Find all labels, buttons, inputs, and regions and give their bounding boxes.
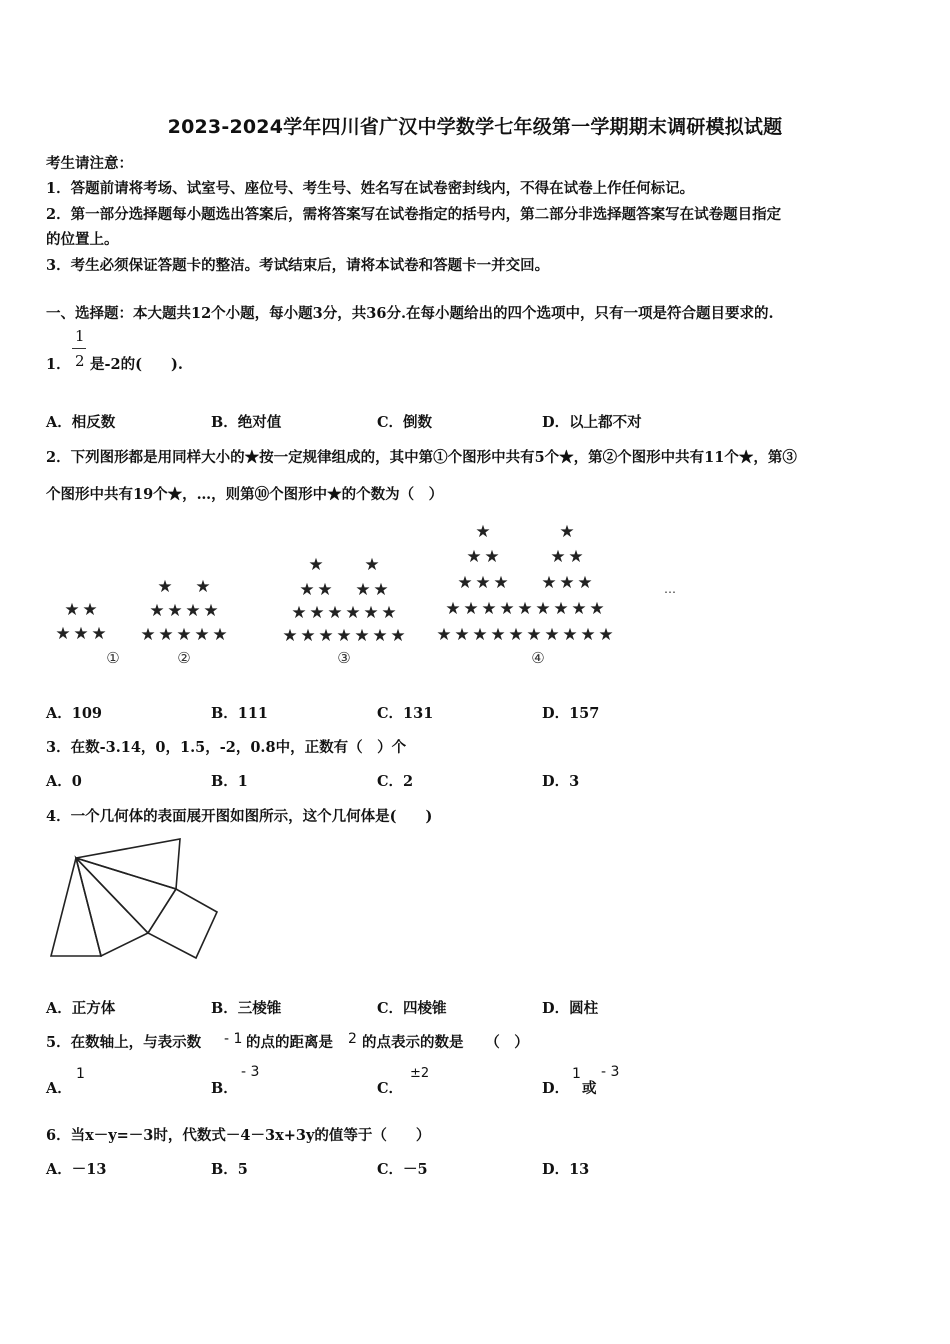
star-mark: ★ [472,625,488,645]
star-mark: ★ [481,599,497,619]
q6-text: 6．当x－y=－3时，代数式－4－3x+3y的值等于（ ） [46,1127,431,1144]
star-mark: ★ [499,599,515,619]
note-item-1: 1．答题前请将考场、试室号、座位号、考生号、姓名写在试卷密封线内，不得在试卷上作任何标记。 [46,180,695,197]
q1-text: 是-2的( ). [90,356,183,373]
q4-option-a[interactable]: A．正方体 [46,1000,116,1017]
q4-option-c[interactable]: C．四棱锥 [377,1000,447,1017]
star-mark: ★ [372,626,388,646]
star-mark: ★ [167,601,183,621]
q5-option-d[interactable]: D． [542,1080,570,1097]
net-diagram [44,832,224,967]
star-mark: ★ [282,626,298,646]
q3-option-a[interactable]: A．0 [46,773,82,790]
star-mark: ★ [390,626,406,646]
star-mark: ★ [317,580,333,600]
star-mark: ★ [571,599,587,619]
q5-value-2: 2 [348,1031,357,1047]
star-mark: ★ [195,577,211,597]
note-item-3: 3．考生必须保证答题卡的整洁。考试结束后，请将本试卷和答题卡一并交回。 [46,257,550,274]
star-mark: ★ [300,626,316,646]
star-mark: ★ [589,599,605,619]
star-mark: ★ [64,600,80,620]
q1-fraction-numerator: 1 [75,327,85,345]
q5-option-a[interactable]: A． [46,1080,72,1097]
q1-option-a[interactable]: A．相反数 [46,414,116,431]
q5-option-a-value: 1 [76,1066,85,1082]
star-mark: ★ [345,603,361,623]
q2-text-line1: 2．下列图形都是用同样大小的★按一定规律组成的，其中第①个图形中共有5个★，第②个图形中共有11个★，第③ [46,449,797,466]
q2-option-b[interactable]: B．111 [211,705,269,722]
star-mark: ★ [149,601,165,621]
star-mark: ★ [493,573,509,593]
star-mark: ★ [194,625,210,645]
q6-option-b[interactable]: B．5 [211,1161,248,1178]
star-mark: ★ [73,624,89,644]
q2-option-d[interactable]: D．157 [542,705,600,722]
q2-option-c[interactable]: C．131 [377,705,434,722]
star-mark: ★ [212,625,228,645]
star-mark: ★ [158,625,174,645]
star-mark: ★ [580,625,596,645]
q3-option-b[interactable]: B．1 [211,773,248,790]
figure-label-2: ② [177,649,191,667]
star-mark: ★ [308,555,324,575]
q3-text: 3．在数-3.14，0，1.5，-2，0.8中，正数有（ ）个 [46,739,407,756]
q5-option-d-value-2: - 3 [601,1064,620,1080]
star-mark: ★ [299,580,315,600]
star-mark: ★ [508,625,524,645]
star-mark: ★ [463,599,479,619]
q1-option-c[interactable]: C．倒数 [377,414,433,431]
star-mark: ★ [517,599,533,619]
section-heading: 一、选择题：本大题共12个小题，每小题3分，共36分.在每小题给出的四个选项中，只有一项是符合题目要求的. [46,305,774,322]
q4-text: 4．一个几何体的表面展开图如图所示，这个几何体是( ) [46,808,433,825]
q5-option-d-value-1: 1 [572,1066,581,1082]
star-pattern-figure [40,515,700,675]
star-mark: ★ [454,625,470,645]
star-mark: ★ [562,625,578,645]
star-mark: ★ [535,599,551,619]
star-mark: ★ [381,603,397,623]
q2-text-line2: 个图形中共有19个★，…，则第⑩个图形中★的个数为（ ） [46,486,444,503]
star-mark: ★ [91,624,107,644]
q6-option-c[interactable]: C．－5 [377,1161,428,1178]
star-mark: ★ [457,573,473,593]
figure-label-1: ① [106,649,120,667]
star-mark: ★ [55,624,71,644]
star-mark: ★ [327,603,343,623]
star-mark: ★ [355,580,371,600]
star-mark: ★ [466,547,482,567]
q4-option-d[interactable]: D．圆柱 [542,1000,599,1017]
note-item-2: 2．第一部分选择题每小题选出答案后，需将答案写在试卷指定的括号内，第二部分非选择题答案写在试卷题目指定 [46,206,782,223]
star-mark: ★ [445,599,461,619]
q4-option-b[interactable]: B．三棱锥 [211,1000,282,1017]
q5-text-b: 的点的距离是 [246,1034,333,1051]
q5-option-d-or: 或 [582,1080,597,1097]
star-mark: ★ [475,573,491,593]
q5-option-b[interactable]: B． [211,1080,238,1097]
star-mark: ★ [176,625,192,645]
q5-option-b-value: - 3 [241,1064,260,1080]
page-title: 2023-2024学年四川省广汉中学数学七年级第一学期期末调研模拟试题 [167,116,783,138]
q3-option-d[interactable]: D．3 [542,773,580,790]
figure-ellipsis: … [664,582,676,596]
star-mark: ★ [373,580,389,600]
star-mark: ★ [203,601,219,621]
q2-option-a[interactable]: A．109 [46,705,103,722]
star-mark: ★ [185,601,201,621]
star-mark: ★ [291,603,307,623]
q5-text-a: 5．在数轴上，与表示数 [46,1034,202,1051]
star-mark: ★ [544,625,560,645]
star-mark: ★ [490,625,506,645]
star-mark: ★ [475,522,491,542]
figure-label-4: ④ [531,649,545,667]
star-mark: ★ [559,573,575,593]
star-mark: ★ [568,547,584,567]
q6-option-d[interactable]: D．13 [542,1161,590,1178]
q1-number: 1． [46,356,71,373]
q5-text-c: 的点表示的数是 （ ） [362,1034,529,1051]
note-item-2-cont: 的位置上。 [46,231,119,248]
star-mark: ★ [157,577,173,597]
star-mark: ★ [363,603,379,623]
star-mark: ★ [526,625,542,645]
q3-option-c[interactable]: C．2 [377,773,414,790]
figure-label-3: ③ [337,649,351,667]
q1-fraction-denominator: 2 [75,352,85,370]
q5-value-neg1: - 1 [224,1031,243,1047]
star-mark: ★ [436,625,452,645]
q5-option-c-value: ±2 [410,1066,430,1081]
q6-option-a[interactable]: A．－13 [46,1161,107,1178]
q1-option-d[interactable]: D．以上都不对 [542,414,642,431]
star-mark: ★ [553,599,569,619]
star-mark: ★ [354,626,370,646]
star-mark: ★ [364,555,380,575]
star-mark: ★ [82,600,98,620]
q1-option-b[interactable]: B．绝对值 [211,414,282,431]
star-mark: ★ [484,547,500,567]
star-mark: ★ [318,626,334,646]
notes-heading: 考生请注意： [46,155,133,172]
q5-option-c[interactable]: C． [377,1080,404,1097]
star-mark: ★ [577,573,593,593]
star-mark: ★ [309,603,325,623]
star-mark: ★ [598,625,614,645]
q1-fraction-bar [72,348,86,349]
star-mark: ★ [550,547,566,567]
star-mark: ★ [140,625,156,645]
star-mark: ★ [541,573,557,593]
star-mark: ★ [336,626,352,646]
star-mark: ★ [559,522,575,542]
